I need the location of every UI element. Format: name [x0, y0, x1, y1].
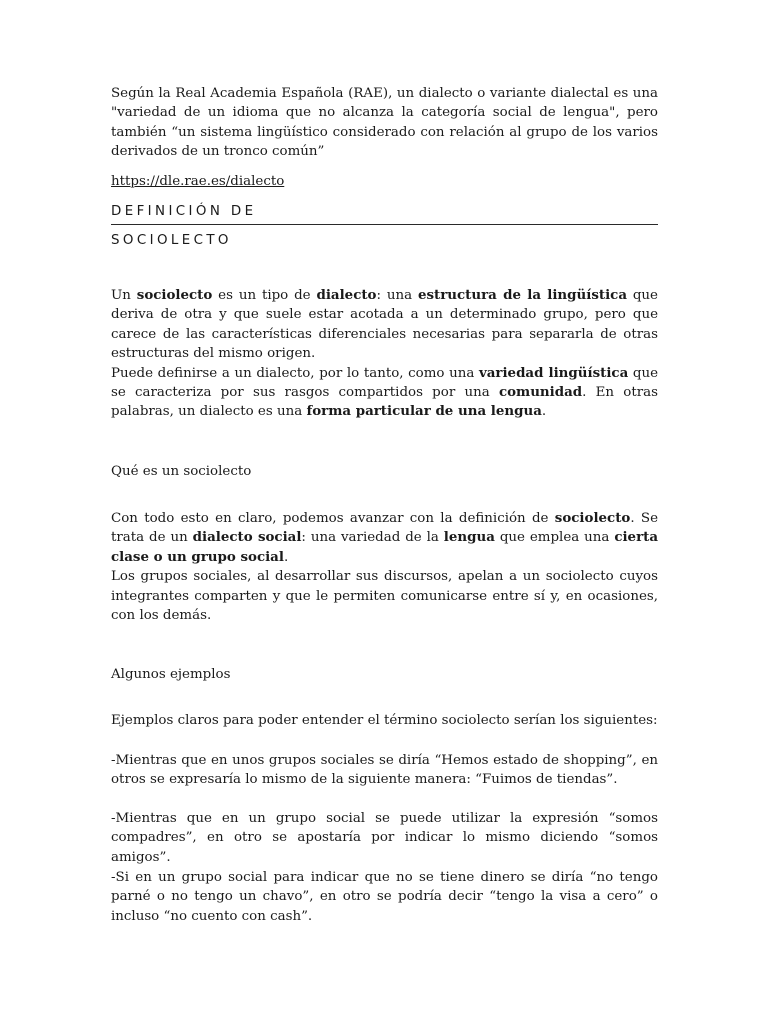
bold-term: comunidad	[498, 384, 583, 401]
text-run: : una	[376, 288, 418, 303]
source-link-line	[111, 172, 658, 191]
section-heading-line1: DEFINICIÓN DE	[111, 204, 257, 219]
text-run: : una variedad de la	[301, 530, 444, 546]
ejemplo-item-3: -Si en un grupo social para indicar que no se tiene dinero se diría “no tengo parné o no tengo un chavo”, en otro se podría decir “tengo la visa a cero” o incluso “no cuento con cash”.	[111, 870, 658, 924]
que-es-section	[111, 509, 658, 625]
text-run: que se caracteriza por sus rasgos compartidos por una	[111, 365, 658, 401]
text-run: Con todo esto en claro, podemos avanzar con la definición de	[111, 511, 555, 526]
definition-paragraph-1	[111, 286, 658, 364]
que-es-paragraph-1	[111, 509, 658, 567]
que-es-title: Qué es un sociolecto	[111, 464, 252, 479]
bold-term: cierta clase o un grupo social	[111, 529, 658, 565]
bold-term: dialecto social	[192, 529, 302, 546]
text-run: . En otras palabras, un dialecto es una	[111, 385, 658, 420]
bold-term: sociolecto	[554, 510, 631, 526]
source-link[interactable]: https://dle.rae.es/dialecto	[111, 174, 285, 189]
ejemplo-item-2: -Mientras que en un grupo social se puede utilizar la expresión “somos compadres”, en otro se apostaría por indicar lo mismo diciendo “somos amigos”.	[111, 811, 658, 865]
section-heading-line2: SOCIOLECTO	[111, 233, 232, 248]
text-run: Un	[111, 288, 137, 303]
text-run: Puede definirse a un dialecto, por lo tanto, como una	[111, 365, 479, 381]
ejemplos-title: Algunos ejemplos	[111, 667, 231, 682]
bold-term: sociolecto	[136, 287, 213, 303]
text-run: es un tipo de	[212, 288, 317, 303]
definition-section	[111, 286, 658, 422]
definition-paragraph-2	[111, 364, 658, 422]
text-run: .	[541, 404, 547, 420]
text-run: . Se trata de un	[111, 511, 658, 546]
bold-term: dialecto	[316, 287, 377, 303]
bold-term: estructura de la lingüística	[417, 287, 627, 303]
ejemplos-intro: Ejemplos claros para poder entender el término sociolecto serían los siguientes:	[111, 713, 658, 728]
text-run: .	[283, 549, 289, 565]
intro-paragraph	[111, 84, 658, 162]
bold-term: lengua	[443, 529, 495, 546]
ejemplo-item-1: -Mientras que en unos grupos sociales se diría “Hemos estado de shopping”, en otros se expresaría lo mismo de la siguiente manera: “Fuimos de tiendas”.	[111, 753, 658, 788]
bold-term: forma particular de una lengua	[306, 403, 542, 420]
text-run: que deriva de otra y que suele estar acotada a un determinado grupo, pero que carece de las características diferenciales necesarias para separarla de otras estructuras del mismo origen.	[111, 288, 658, 362]
heading-divider	[111, 224, 658, 225]
que-es-paragraph-2: Los grupos sociales, al desarrollar sus discursos, apelan a un sociolecto cuyos integrantes comparten y que le permiten comunicarse entre sí y, en ocasiones, con los demás.	[111, 569, 658, 624]
bold-term: variedad lingüística	[478, 364, 629, 381]
intro-text: Según la Real Academia Española (RAE), un dialecto o variante dialectal es una "variedad de un idioma que no alcanza la categoría social de lengua", pero también “un sistema lingüístico considerado con relación al grupo de los varios derivados de un tronco común”	[111, 86, 658, 160]
text-run: que emplea una	[494, 530, 615, 546]
